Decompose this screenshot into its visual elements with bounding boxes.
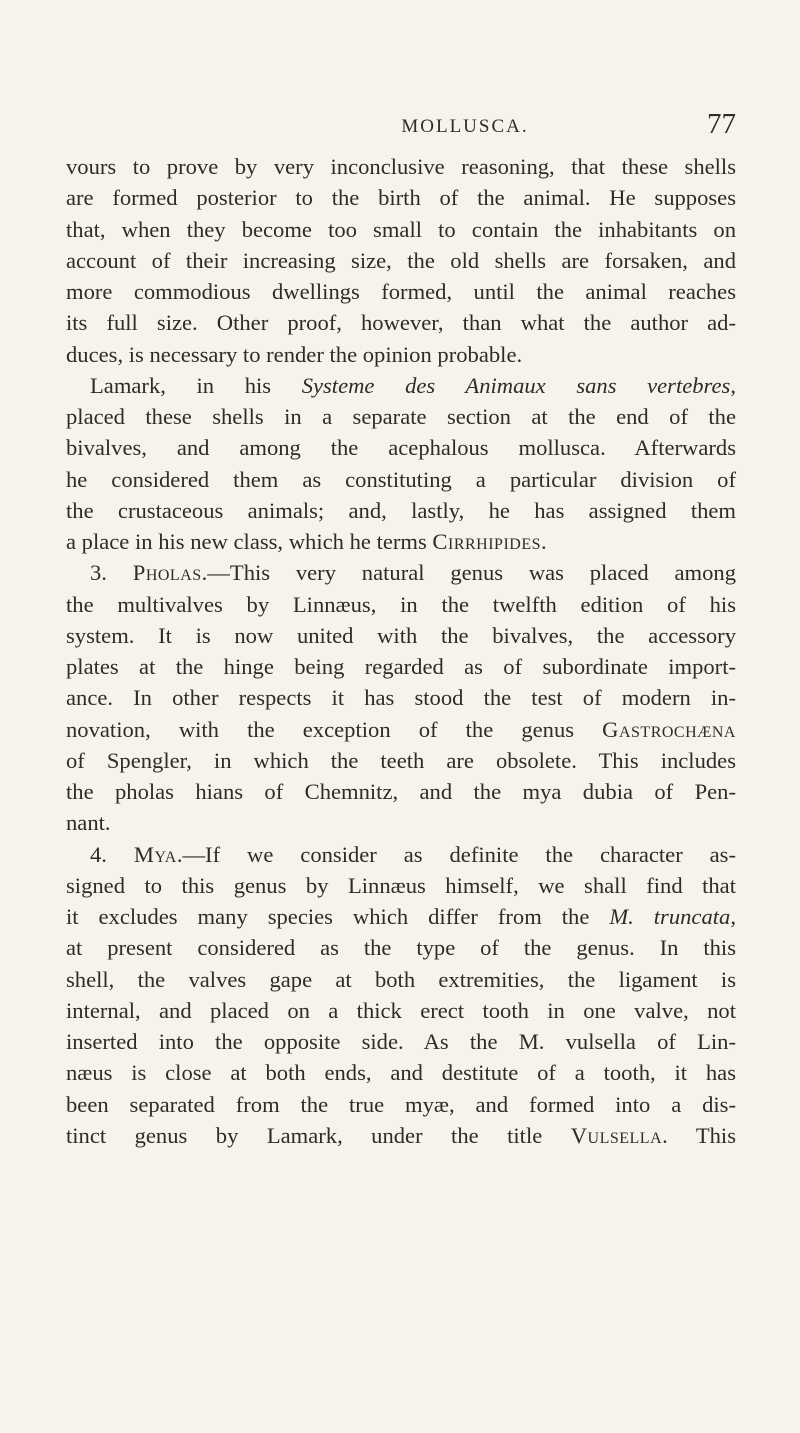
- page-header: [150, 108, 740, 148]
- text-line: been separated from the true myæ, and formed into a dis-: [66, 1091, 736, 1117]
- text-segment: 4.: [90, 841, 134, 867]
- italic-text: M. truncata: [609, 904, 731, 929]
- text-line: the crustaceous animals; and, lastly, he has assigned them: [66, 497, 736, 523]
- text-line: duces, is necessary to render the opinion probable.: [66, 341, 523, 367]
- page-number: 77: [707, 108, 736, 140]
- text-line: placed these shells in a separate section at the end of the: [66, 404, 736, 429]
- small-caps-text: Mya: [133, 841, 177, 867]
- small-caps-text: Gastrochæna: [602, 716, 736, 742]
- text-line: [66, 557, 736, 588]
- small-caps-text: Vulsella: [570, 1122, 663, 1148]
- text-line: plates at the hinge being regarded as of subordinate import-: [66, 654, 736, 679]
- text-segment: tinct genus by Lamark, under the title: [66, 1122, 571, 1148]
- text-segment: novation, with the exception of the genus: [66, 716, 603, 742]
- text-segment: 3.: [90, 560, 133, 586]
- text-segment: .: [541, 529, 547, 554]
- text-segment: . This: [662, 1122, 736, 1148]
- small-caps-text: Cirrhipides: [432, 529, 541, 554]
- text-line: bivalves, and among the acephalous mollusca. Afterwards: [66, 435, 736, 461]
- text-line: the pholas hians of Chemnitz, and the mya dubia of Pen-: [66, 779, 736, 804]
- text-line: system. It is now united with the bivalves, the accessory: [66, 622, 736, 648]
- text-line: næus is close at both ends, and destitute of a tooth, it has: [66, 1060, 736, 1086]
- text-line: [66, 370, 736, 401]
- text-line: [66, 901, 736, 932]
- text-segment: .—This very natural genus was placed among: [201, 560, 736, 586]
- text-line: [66, 714, 736, 745]
- text-line: ance. In other respects it has stood the test of modern in-: [66, 685, 736, 711]
- body-text: [66, 151, 736, 1151]
- text-line: [66, 839, 736, 870]
- text-line: at present considered as the type of the genus. In this: [66, 935, 736, 961]
- text-segment: it excludes many species which differ from the: [66, 904, 610, 929]
- text-line: nant.: [66, 810, 111, 836]
- running-title: MOLLUSCA.: [401, 116, 529, 137]
- text-segment: .—If we consider as definite the character as-: [176, 841, 736, 867]
- text-line: of Spengler, in which the teeth are obsolete. This includes: [66, 747, 736, 773]
- small-caps-text: Pholas: [132, 560, 202, 586]
- text-line: shell, the valves gape at both extremities, the ligament is: [66, 966, 736, 992]
- text-line: [66, 1120, 736, 1151]
- text-line: internal, and placed on a thick erect tooth in one valve, not: [66, 997, 736, 1023]
- text-line: [66, 526, 736, 557]
- text-line: its full size. Other proof, however, than what the author ad-: [66, 310, 736, 336]
- text-line: that, when they become too small to contain the inhabitants on: [66, 216, 736, 242]
- text-line: the multivalves by Linnæus, in the twelfth edition of his: [66, 591, 736, 617]
- text-line: are formed posterior to the birth of the animal. He supposes: [66, 185, 736, 211]
- text-line: vours to prove by very inconclusive reasoning, that these shells: [66, 154, 736, 179]
- text-segment: ,: [730, 904, 736, 929]
- text-line: he considered them as constituting a particular division of: [66, 466, 736, 492]
- text-line: account of their increasing size, the old shells are forsaken, and: [66, 247, 736, 273]
- text-segment: a place in his new class, which he terms: [66, 529, 433, 554]
- text-line: more commodious dwellings formed, until the animal reaches: [66, 279, 736, 304]
- text-line: signed to this genus by Linnæus himself, we shall find that: [66, 872, 736, 898]
- italic-text: Systeme des Animaux sans vertebres: [301, 372, 731, 398]
- text-line: inserted into the opposite side. As the M. vulsella of Lin-: [66, 1029, 736, 1054]
- text-segment: ,: [730, 372, 736, 398]
- text-segment: Lamark, in his: [90, 372, 302, 398]
